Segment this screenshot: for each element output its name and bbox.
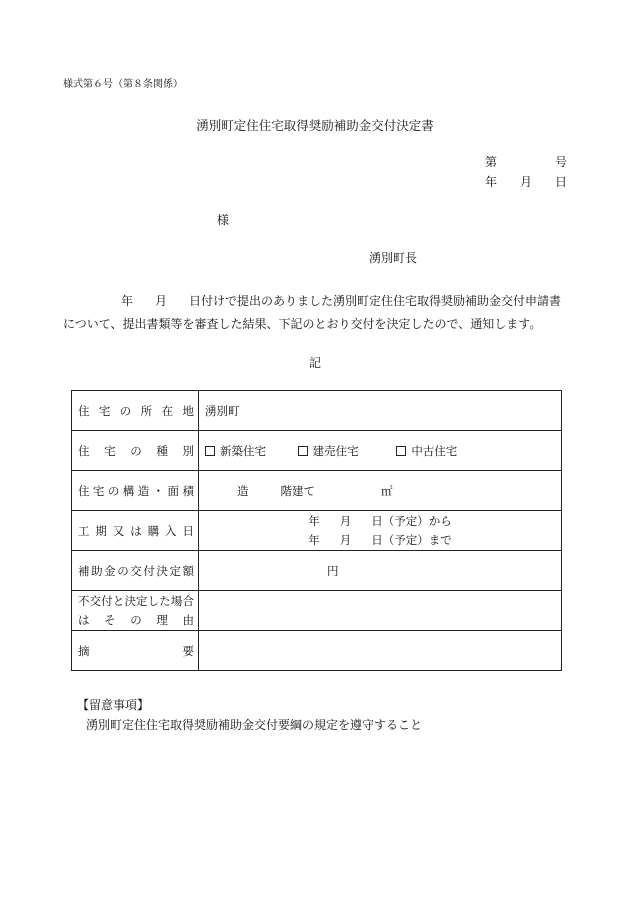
structure-label: 住 宅 の 構 造 ・ 面 積 <box>78 483 194 498</box>
date-month: 月 <box>520 175 533 189</box>
period-to: 年 月 日（予定）まで <box>308 532 452 547</box>
document-date <box>485 172 567 192</box>
reason-label-line1: 不 交 付 と 決 定 し た 場 合 <box>78 593 194 608</box>
checkbox-icon[interactable] <box>396 446 406 456</box>
body-line-2: について、提出書類等を審査した結果、下記のとおり交付を決定したので、通知します。 <box>63 317 542 331</box>
option-used-house[interactable]: 中古住宅 <box>396 443 457 459</box>
period-value[interactable] <box>199 511 562 551</box>
option-built-for-sale[interactable]: 建売住宅 <box>298 443 359 459</box>
checkbox-icon[interactable] <box>298 446 308 456</box>
option-new-house[interactable]: 新築住宅 <box>205 443 266 459</box>
body-line-1 <box>63 290 573 313</box>
amount-label: 補 助 金 の 交 付 決 定 額 <box>78 563 194 578</box>
ki-heading: 記 <box>308 356 321 370</box>
addressee-suffix: 様 <box>217 213 230 227</box>
document-number <box>485 152 567 172</box>
number-dai: 第 <box>485 155 498 169</box>
remarks-value[interactable] <box>199 631 562 671</box>
form-number: 様式第６号（第８条関係） <box>63 79 183 90</box>
number-go: 号 <box>555 155 568 169</box>
type-label: 住 宅 の 種 別 <box>78 443 194 458</box>
reason-value[interactable] <box>199 591 562 631</box>
document-title: 湧別町定住住宅取得奨励補助金交付決定書 <box>196 118 434 133</box>
body-month: 月 <box>155 294 168 308</box>
row-period <box>72 511 562 551</box>
date-day: 日 <box>555 175 568 189</box>
body-line1-rest: 日付けで提出のありました湧別町定住住宅取得奨励補助金交付申請書 <box>189 294 562 308</box>
row-type <box>72 431 562 471</box>
document-number-date <box>485 152 567 192</box>
location-label: 住 宅 の 所 在 地 <box>78 403 194 418</box>
amount-value[interactable] <box>199 551 562 591</box>
period-label: 工 期 又 は 購 入 日 <box>78 523 194 538</box>
structure-kaidate: 階建て <box>280 483 315 498</box>
notes-heading: 【留意事項】 <box>77 698 150 712</box>
structure-value[interactable] <box>199 471 562 511</box>
checkbox-icon[interactable] <box>205 446 215 456</box>
structure-zo: 造 <box>237 483 249 498</box>
amount-unit: 円 <box>327 563 339 578</box>
type-options <box>199 431 562 471</box>
decision-table <box>71 390 562 671</box>
issuer: 湧別町長 <box>369 251 418 265</box>
body-year: 年 <box>121 294 134 308</box>
notes-text: 湧別町定住住宅取得奨励補助金交付要綱の規定を遵守すること <box>86 718 423 732</box>
reason-label-line2: は そ の 理 由 <box>78 612 194 627</box>
location-value[interactable]: 湧別町 <box>199 391 562 431</box>
remarks-label: 摘 要 <box>78 643 194 658</box>
notification-body <box>63 290 573 336</box>
structure-unit: ㎡ <box>381 483 393 498</box>
row-location <box>72 391 562 431</box>
row-reason <box>72 591 562 631</box>
period-from: 年 月 日（予定）から <box>308 513 452 528</box>
row-remarks <box>72 631 562 671</box>
row-structure <box>72 471 562 511</box>
row-amount <box>72 551 562 591</box>
date-year: 年 <box>485 175 498 189</box>
